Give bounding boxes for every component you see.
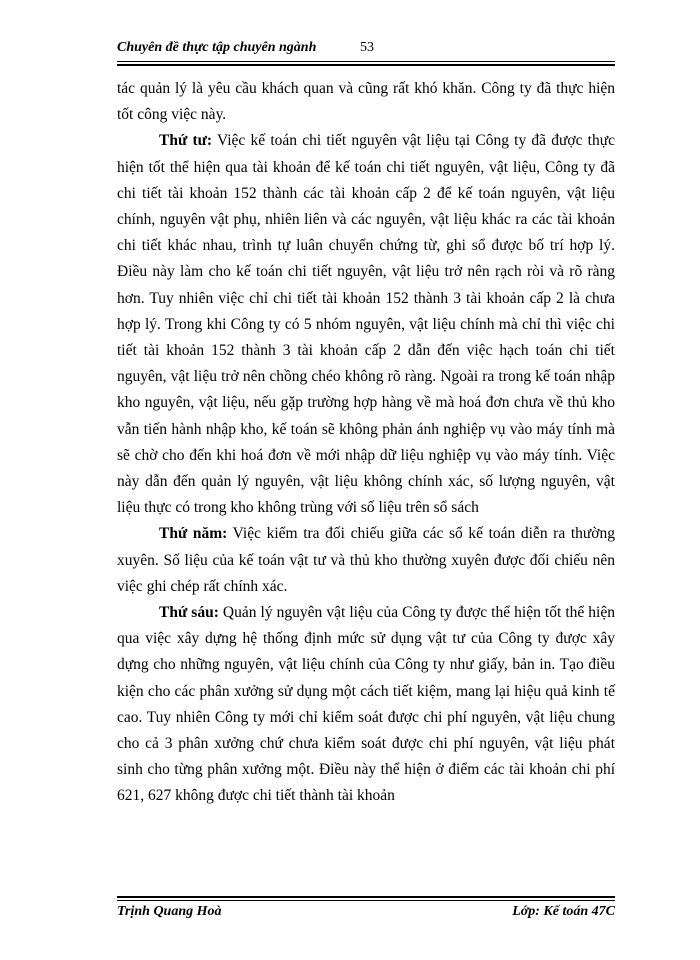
paragraph-fifth-text: Việc kiểm tra đối chiếu giữa các sổ kế toán diễn ra thường xuyên. Số liệu của kế toán vật tư và thủ kho thường xuyên được đối chiếu nên việc ghi chép rất chính xác. xyxy=(117,525,615,595)
paragraph-fourth xyxy=(117,128,615,521)
header-rule-thin xyxy=(117,61,615,62)
document-body xyxy=(117,76,615,810)
header-rule-thick xyxy=(117,64,615,66)
paragraph-fifth xyxy=(117,521,615,600)
footer-rule-thick xyxy=(117,896,615,898)
paragraph-fifth-label: Thứ năm: xyxy=(159,525,228,543)
footer-author: Trịnh Quang Hoà xyxy=(117,904,222,919)
paragraph-fourth-text: Việc kế toán chi tiết nguyên vật liệu tại Công ty đã được thực hiện tốt thể hiện qua tài khoản để kế toán chi tiết nguyên, vật liệu, Công ty đã chi tiết tài khoản 152 thành các tài khoản cấp 2 để kế toán nguyên, vật liệu chính, nguyên vật phụ, nhiên liên và các nguyên, vật liệu khác ra các tài khoản chi tiết khác nhau, trình tự luân chuyển chứng từ, ghi sổ được bố trí hợp lý. Điều này làm cho kế toán chi tiết nguyên, vật liệu trở nên rạch ròi và rõ ràng hơn. Tuy nhiên việc chỉ chi tiết tài khoản 152 thành 3 tài khoản cấp 2 là chưa hợp lý. Trong khi Công ty có 5 nhóm nguyên, vật liệu chính mà chỉ thì việc chi tiết tài khoản 152 thành 3 tài khoản cấp 2 dẫn đến việc hạch toán chi tiết nguyên, vật liệu trở nên chồng chéo không rõ ràng. Ngoài ra trong kế toán nhập kho nguyên, vật liệu, nếu gặp trường hợp hàng về mà hoá đơn chưa về thủ kho vẫn tiến hành nhập kho, kế toán sẽ không phản ánh nghiệp vụ vào máy tính mà sẽ chờ cho đến khi hoá đơn về mới nhập dữ liệu nghiệp vụ vào máy tính. Việc này dẫn đến quản lý nguyên, vật liệu không chính xác, số lượng nguyên, vật liệu thực có trong kho không trùng với số liệu trên sổ sách xyxy=(117,132,615,517)
paragraph-sixth-text: Quản lý nguyên vật liệu của Công ty được thể hiện tốt thể hiện qua việc xây dựng hệ thống định mức sử dụng vật tư của Công ty được xây dựng cho những nguyên, vật liệu chính của Công ty như giấy, bản in. Tạo điều kiện cho các phân xưởng sử dụng một cách tiết kiệm, mang lại hiệu quả kinh tế cao. Tuy nhiên Công ty mới chỉ kiểm soát được chi phí nguyên, vật liệu chung cho cả 3 phân xưởng chứ chưa kiểm soát được chi phí nguyên, vật liệu phát sinh cho từng phân xưởng một. Điều này thể hiện ở điểm các tài khoản chi phí 621, 627 không được chi tiết thành tài khoản xyxy=(117,604,615,805)
paragraph-sixth xyxy=(117,600,615,810)
page-footer xyxy=(117,904,615,926)
page-number: 53 xyxy=(360,40,374,55)
header-title: Chuyên đề thực tập chuyên ngành xyxy=(117,40,317,55)
footer-class: Lớp: Kế toán 47C xyxy=(512,904,615,919)
footer-rule-thin xyxy=(117,900,615,901)
paragraph-sixth-label: Thứ sáu: xyxy=(159,604,219,622)
paragraph-fourth-label: Thứ tư: xyxy=(159,132,213,150)
page-header xyxy=(117,38,615,62)
paragraph-intro: tác quản lý là yêu cầu khách quan và cũng rất khó khăn. Công ty đã thực hiện tốt công việc này. xyxy=(117,80,615,124)
